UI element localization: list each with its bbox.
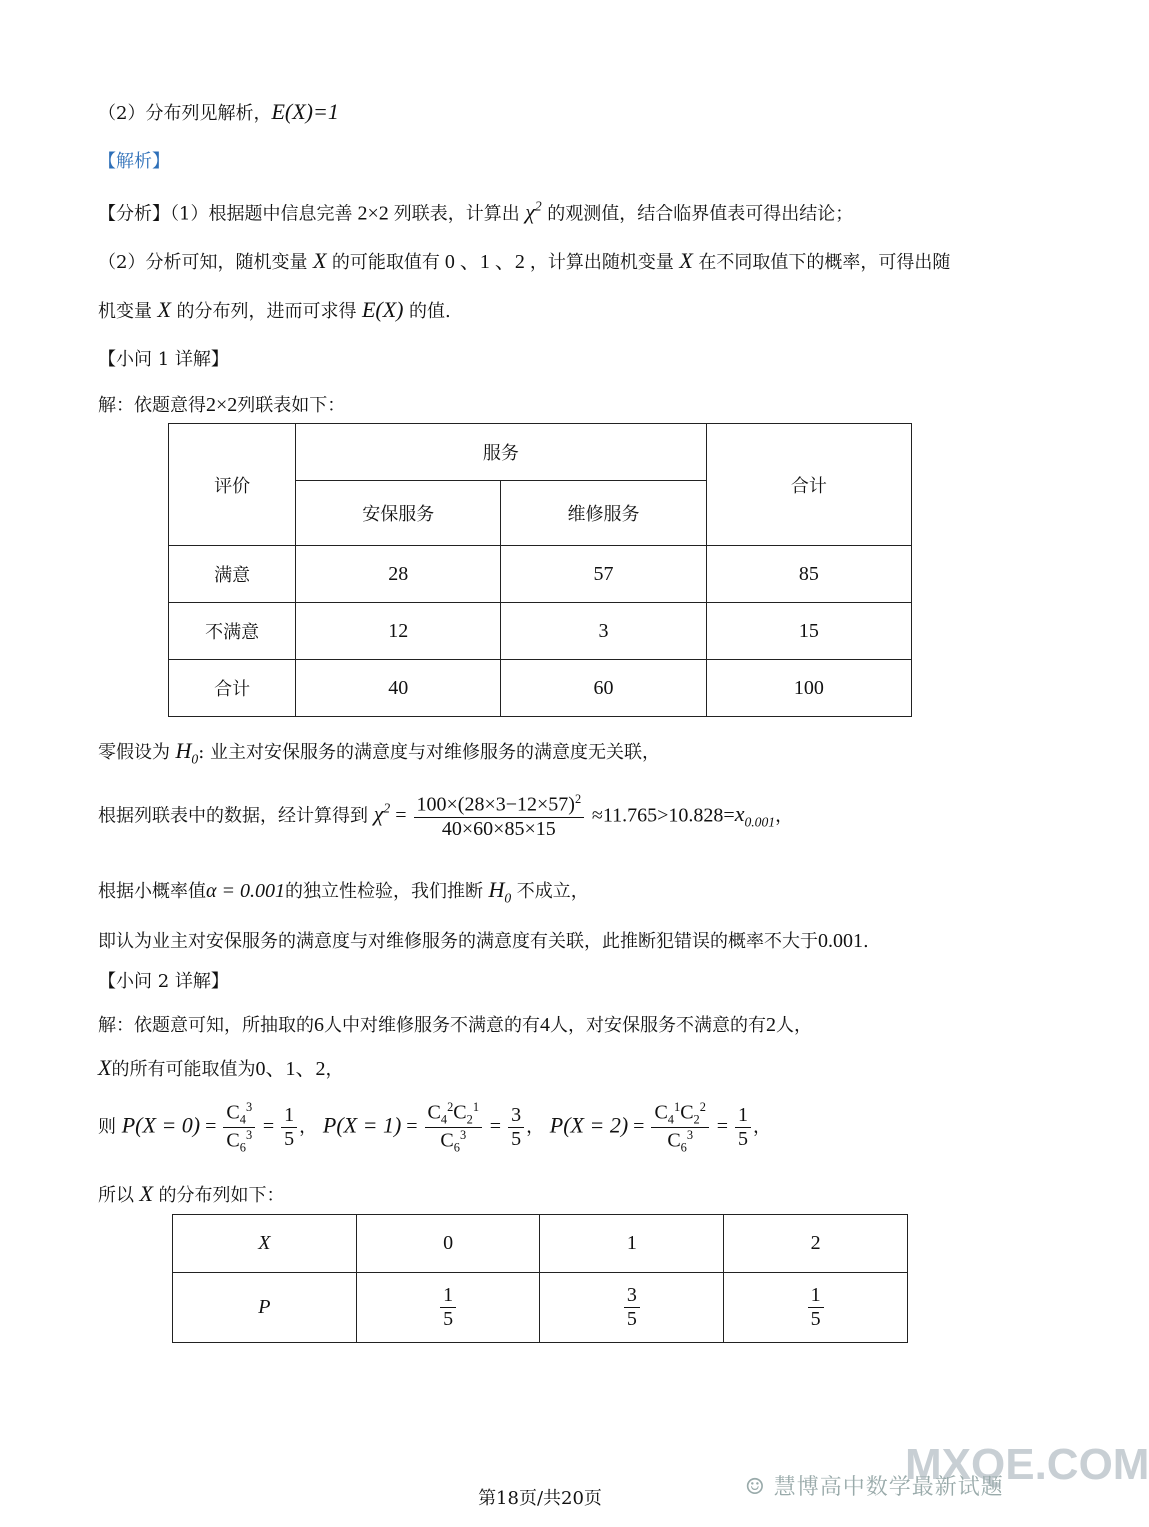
- contingency-table: [168, 423, 912, 717]
- jiexi-label: 【解析】: [98, 151, 170, 172]
- distribution-intro: 所以 X 的分布列如下：: [98, 1181, 285, 1206]
- wechat-icon: ☺: [745, 1475, 766, 1500]
- table-row: 满意 28 57 85: [169, 546, 912, 603]
- chi-square-fraction: $\frac{100\times(28\times 3-12\times 57)^2}{40\times 60\times 85\times 15}$: [414, 792, 585, 841]
- distribution-table: X 0 1 2 P $\frac{1}{5}$ $\frac{3}{5}$ $\frac{1}{5}$: [172, 1214, 908, 1343]
- x-label: X: [173, 1215, 357, 1273]
- probability-line: 则 P(X = 0) = $\frac{C_4^3}{C_6^3}$ = $\frac{1}{5}$ ， P(X = 1) = $\frac{C_4^2C_2^1}{C_6^3}$ = $\frac{3}{5}$ ， P(X = 2) = $\frac{C_4^1C_2^2}{C_6^3}$ = $\frac{1}{5}$ ，: [98, 1100, 771, 1155]
- part2-answer: （2）分布列见解析，E(X)=1: [98, 99, 339, 124]
- header-eval: 评价: [169, 424, 296, 546]
- x-values-line: X的所有可能取值为0、1、2，: [98, 1055, 344, 1080]
- analysis-line-1: 【分析】（1）根据题中信息完善 2×2 列联表，计算出 $\chi^2$ 的观测值，结合临界值表可得出结论；: [98, 199, 854, 225]
- table-row: 不满意 12 3 15: [169, 603, 912, 660]
- null-hypothesis: 零假设为 $H_0$: 业主对安保服务的满意度与对维修服务的满意度无关联，: [98, 738, 660, 767]
- header-service: 服务: [296, 424, 707, 481]
- table-row: 合计 40 60 100: [169, 660, 912, 717]
- test-line: 根据小概率值α = 0.001的独立性检验，我们推断 $H_0$ 不成立，: [98, 877, 589, 906]
- header-security: 安保服务: [296, 481, 501, 546]
- conclusion-line: 即认为业主对安保服务的满意度与对维修服务的满意度有关联，此推断犯错误的概率不大于0.001.: [98, 930, 869, 952]
- chi-square-line: 根据列联表中的数据，经计算得到 $\chi^2$ = $\frac{100\times(28\times 3-12\times 57)^2}{40\times 60\times 85\times 15}$ $\approx 11.765>10.828=x_{0.001}$，: [98, 792, 794, 840]
- watermark-logo: MXQE.COM: [905, 1440, 1149, 1489]
- q2-label: 【小问 2 详解】: [98, 971, 229, 992]
- q1-label: 【小问 1 详解】: [98, 349, 229, 370]
- header-total: 合计: [706, 424, 911, 546]
- analysis-line-2: （2）分析可知，随机变量 X 的可能取值有 0 、1 、2 ，计算出随机变量 X 在不同取值下的概率，可得出随: [98, 248, 951, 273]
- q2-intro: 解：依题意可知，所抽取的6人中对维修服务不满意的有4人，对安保服务不满意的有2人，: [98, 1014, 812, 1036]
- header-repair: 维修服务: [501, 481, 706, 546]
- q1-intro: 解：依题意得2×2列联表如下：: [98, 394, 346, 416]
- p-label: P: [173, 1273, 357, 1343]
- watermark: ☺ 慧博高中数学最新试题: [745, 1475, 1004, 1500]
- page-footer: 第18页/共20页: [478, 1488, 602, 1509]
- analysis-line-3: 机变量 X 的分布列，进而可求得 E(X) 的值.: [98, 297, 451, 322]
